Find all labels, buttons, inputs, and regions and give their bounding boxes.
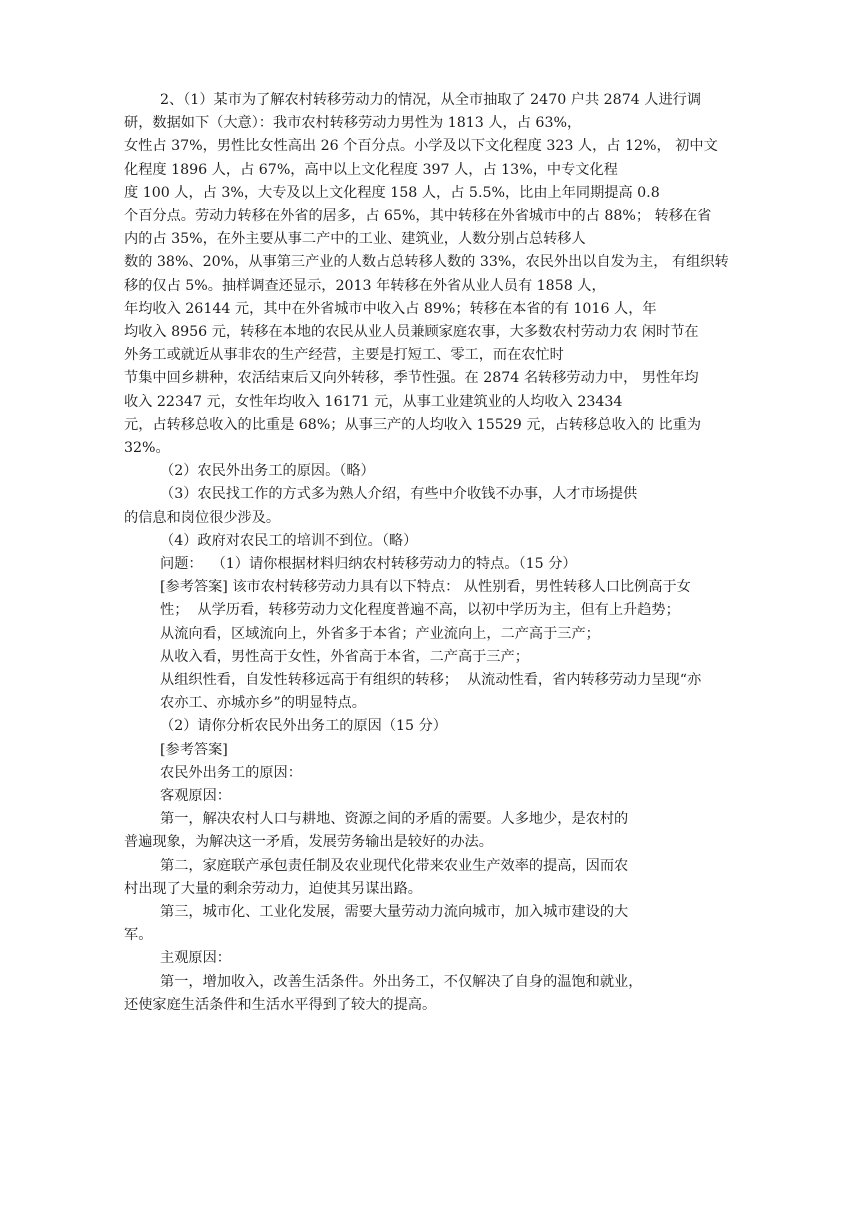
text-line: 普遍现象，为解决这一矛盾，发展劳务输出是较好的办法。 (124, 834, 493, 851)
text-line: 第三，城市化、工业化发展，需要大量劳动力流向城市，加入城市建设的大 (160, 904, 629, 920)
text-line: 化程度 1896 人，占 67%，高中以上文化程度 397 人，占 13%，中专文化程 (124, 161, 618, 178)
text-line: 从收入看，男性高于女性，外省高于本省，二产高于三产； (160, 648, 529, 665)
text-line: 主观原因： (160, 950, 231, 967)
text-line: 移的仅占 5%。抽样调查还显示，2013 年转移在外省从业人员有 1858 人， (124, 277, 606, 294)
text-line: 数的 38%、20%，从事第三产业的人数占总转移人数的 33%，农民外出以自发为主， 有组织转 (124, 254, 729, 271)
text-line: 村出现了大量的剩余劳动力，迫使其另谋出路。 (124, 880, 422, 897)
text-line: （4）政府对农民工的培训不到位。（略） (160, 532, 418, 549)
text-line: （2）请你分析农民外出务工的原因（15 分） (160, 718, 447, 735)
text-line: 个百分点。劳动力转移在外省的居多，占 65%，其中转移在外省城市中的占 88%； 转移在省 (124, 208, 712, 224)
text-line: 客观原因： (160, 788, 231, 804)
text-line: 性； 从学历看，转移劳动力文化程度普遍不高，以初中学历为主，但有上升趋势； (160, 602, 680, 619)
text-line: [参考答案] (160, 741, 228, 758)
text-line: 从组织性看，自发性转移远高于有组织的转移； 从流动性看，省内转移劳动力呈现“亦 (160, 672, 702, 688)
text-line: 收入 22347 元，女性年均收入 16171 元，从事工业建筑业的人均收入 23434 (124, 393, 623, 410)
text-line: 均收入 8956 元，转移在本地的农民从业人员兼顾家庭农事，大多数农村劳动力农 闲时节在 (124, 324, 699, 340)
text-line: 内的占 35%，在外主要从事二产中的工业、建筑业，人数分别占总转移人 (124, 231, 586, 248)
text-line: 外务工或就近从事非农的生产经营，主要是打短工、零工，而在农忙时 (124, 347, 564, 364)
text-line: 节集中回乡耕种，农活结束后又向外转移，季节性强。在 2874 名转移劳动力中， 男性年均 (124, 370, 699, 387)
text-line: 农亦工、亦城亦乡”的明显特点。 (160, 695, 366, 712)
text-line: 年均收入 26144 元，其中在外省城市中收入占 89%；转移在本省的有 1016 人，年 (124, 300, 657, 317)
text-line: 还使家庭生活条件和生活水平得到了较大的提高。 (124, 996, 437, 1013)
text-line: 的信息和岗位很少涉及。 (124, 509, 281, 526)
text-line: 度 100 人，占 3%，大专及以上文化程度 158 人，占 5.5%，比由上年同期提高 0.8 (124, 184, 660, 201)
text-line: 女性占 37%，男性比女性高出 26 个百分点。小学及以下文化程度 323 人，占 12%， 初中文 (124, 138, 718, 155)
text-line: （3）农民找工作的方式多为熟人介绍，有些中介收钱不办事，人才市场提供 (160, 486, 638, 503)
text-line: [参考答案] 该市农村转移劳动力具有以下特点： 从性别看，男性转移人口比例高于女 (160, 579, 691, 596)
text-line: 军。 (124, 927, 153, 944)
text-line: 第二，家庭联产承包责任制及农业现代化带来农业生产效率的提高，因而农 (160, 857, 629, 874)
text-line: 研，数据如下（大意）：我市农村转移劳动力男性为 1813 人，占 63%， (124, 115, 582, 132)
text-line: （2）农民外出务工的原因。（略） (160, 463, 375, 480)
text-line: 第一，增加收入，改善生活条件。外出务工，不仅解决了自身的温饱和就业， (160, 973, 643, 990)
text-line: 农民外出务工的原因： (160, 764, 302, 781)
text-line: 元，占转移总收入的比重是 68%；从事三产的人均收入 15529 元，占转移总收入的 比重为 (124, 416, 702, 433)
text-line: 从流向看，区域流向上，外省多于本省；产业流向上，二产高于三产； (160, 625, 600, 642)
text-line: 第一，解决农村人口与耕地、资源之间的矛盾的需要。人多地少，是农村的 (160, 811, 629, 828)
text-line: 32%。 (124, 440, 170, 456)
text-line: 问题： （1）请你根据材料归纳农村转移劳动力的特点。（15 分） (160, 556, 577, 572)
text-line: 2、（1）某市为了解农村转移劳动力的情况，从全市抽取了 2470 户共 2874 人进行调 (160, 92, 702, 108)
